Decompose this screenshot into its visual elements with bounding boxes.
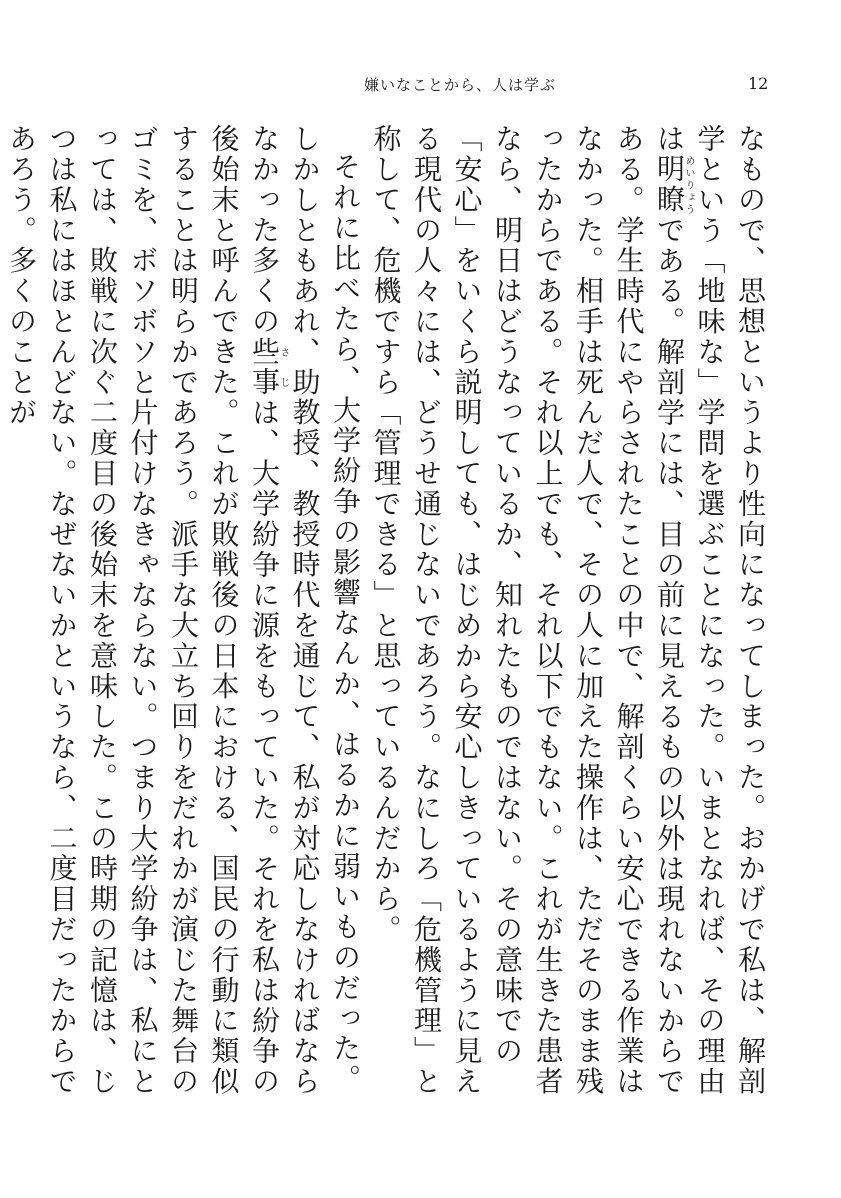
running-header-title: 嫌いなことから、人は学ぶ bbox=[363, 76, 556, 94]
paragraph-1-part-a: なもので、思想というより性向になってしまった。おかげで私は、解剖学という「地味な」学問を選ぶことになった。いまとなれば、その理由は bbox=[653, 124, 767, 1097]
ruby-meiryou: 明瞭めいりょう bbox=[653, 154, 694, 216]
paragraph-2-part-b: は、大学紛争に源をもっていた。それを私は紛争の後始末と呼んできた。これが敗戦後の日本における、国民の行動に類似することは明らかであろう。派手な大立ち回りをだれかが演じた舞台のゴミを、ボソボソと片付けなきゃならない。つまり大学紛争は、私にとっては、敗戦に次ぐ二度目の後始末を意味した。この時期の記憶は、じつは私にはほとんどない。なぜないかというなら、二度目だったからであろう。多くのことが bbox=[5, 124, 281, 1097]
ruby-reading: さ bbox=[278, 336, 289, 368]
paragraph-1 bbox=[365, 124, 770, 1124]
ruby-reading: じ bbox=[278, 367, 289, 398]
ruby-sa: 些さ bbox=[248, 336, 289, 368]
ruby-reading: めいりょう bbox=[683, 154, 694, 216]
paragraph-2-part-a: それに比べたら、大学紛争の影響なんか、はるかに弱いものだった。しかしともあれ、助教授、教授時代を通じて、私が対応しなければならなかった多くの bbox=[248, 124, 362, 1097]
paragraph-2 bbox=[1, 124, 366, 1124]
vertical-body-text bbox=[5, 124, 770, 1124]
page-number: 12 bbox=[748, 74, 769, 93]
paragraph-1-part-b: である。解剖学には、目の前に見えるもの以外は現れないからである。学生時代にやらされたことの中で、解剖くらい安心できる作業はなかった。相手は死んだ人で、その人に加えた操作は、ただそのまま残ったからである。それ以上でも、それ以下でもない。これが生きた患者なら、明日はどうなっているか、知れたものではない。その意味での「安心」をいくら説明しても、はじめから安心しきっているように見える現代の人々には、どうせ通じないであろう。なにしろ「危機管理」と称して、危機ですら「管理できる」と思っているんだから。 bbox=[369, 124, 686, 1097]
ruby-ji: 事じ bbox=[248, 367, 289, 398]
